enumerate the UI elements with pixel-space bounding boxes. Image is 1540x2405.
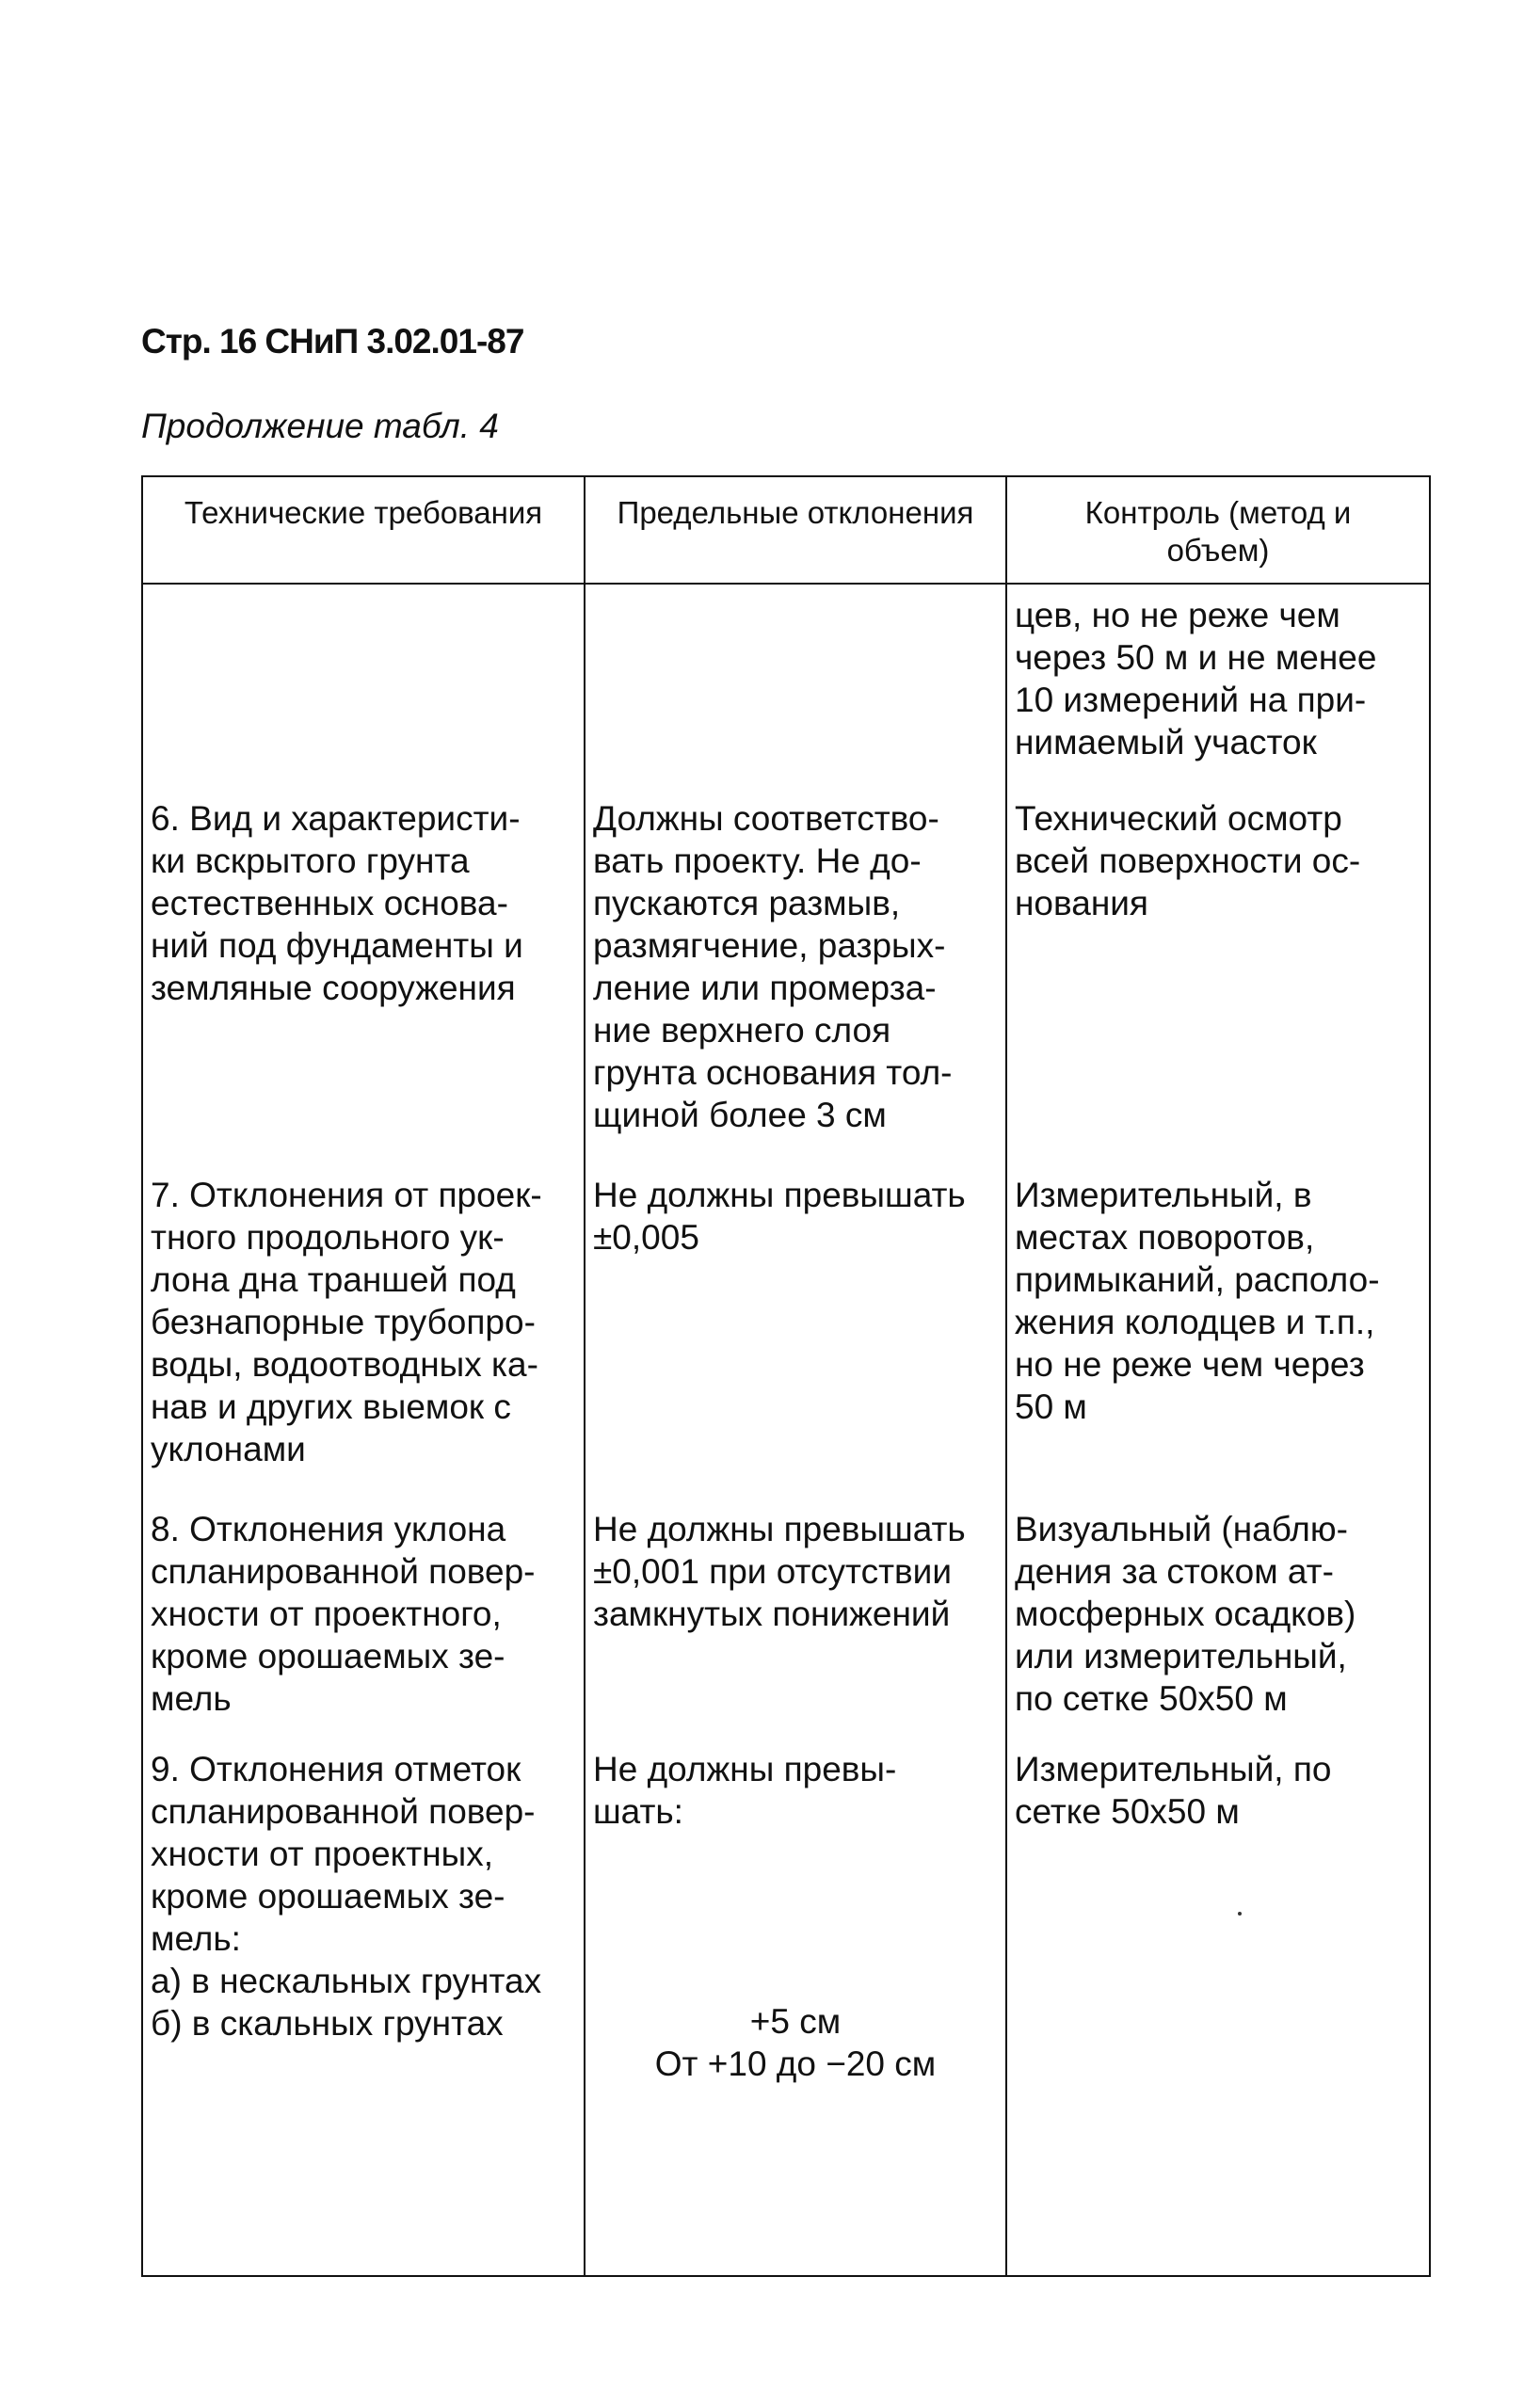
requirement-cell: 7. Отклонения от проек- тного продольного ук- лона дна траншей под безнапорные трубопро- воды, водоотводных ка- нав и других выемок с уклонами <box>142 1153 585 1487</box>
table-header-row <box>142 476 1430 584</box>
header-control: Контроль (метод и объем) <box>1006 476 1430 584</box>
deviation-cell <box>585 584 1006 777</box>
header-deviations: Предельные отклонения <box>585 476 1006 584</box>
control-cell: Измерительный, по сетке 50х50 м <box>1006 1727 1430 2276</box>
control-cell: Технический осмотр всей поверхности ос- нования <box>1006 777 1430 1153</box>
table-row <box>142 1727 1430 2276</box>
scan-speck <box>1238 1912 1242 1916</box>
deviation-cell: Должны соответство- вать проекту. Не до- пускаются размыв, размягчение, разрых- ление или промерза- ние верхнего слоя грунта основания тол- щиной более 3 см <box>585 777 1006 1153</box>
deviation-cell: Не должны превышать ±0,005 <box>585 1153 1006 1487</box>
page-header: Стр. 16 СНиП 3.02.01-87 <box>141 322 524 361</box>
requirement-cell: 9. Отклонения отметок спланированной повер- хности от проектных, кроме орошаемых зе- мель: а) в нескальных грунтах б) в скальных грунтах <box>142 1727 585 2276</box>
table-caption: Продолжение табл. 4 <box>141 407 499 445</box>
deviation-values: +5 см От +10 до −20 см <box>654 2002 937 2083</box>
requirement-cell <box>142 584 585 777</box>
control-cell: Измерительный, в местах поворотов, примыканий, располо- жения колодцев и т.п., но не реже чем через 50 м <box>1006 1153 1430 1487</box>
deviation-cell <box>585 1727 1006 2276</box>
requirements-table <box>141 475 1431 2277</box>
deviation-cell: Не должны превышать ±0,001 при отсутствии замкнутых понижений <box>585 1487 1006 1727</box>
requirement-cell: 8. Отклонения уклона спланированной повер- хности от проектного, кроме орошаемых зе- мель <box>142 1487 585 1727</box>
control-cell: Визуальный (наблю- дения за стоком ат- мосферных осадков) или измерительный, по сетке 50х50 м <box>1006 1487 1430 1727</box>
control-cell: цев, но не реже чем через 50 м и не менее 10 измерений на при- нимаемый участок <box>1006 584 1430 777</box>
requirement-cell: 6. Вид и характеристи- ки вскрытого грунта естественных основа- ний под фундаменты и земляные сооружения <box>142 777 585 1153</box>
table-row <box>142 1487 1430 1727</box>
deviation-text: Не должны превы- шать: <box>593 1750 897 1831</box>
table-row <box>142 777 1430 1153</box>
table-row <box>142 584 1430 777</box>
table-row <box>142 1153 1430 1487</box>
header-requirements: Технические требования <box>142 476 585 584</box>
